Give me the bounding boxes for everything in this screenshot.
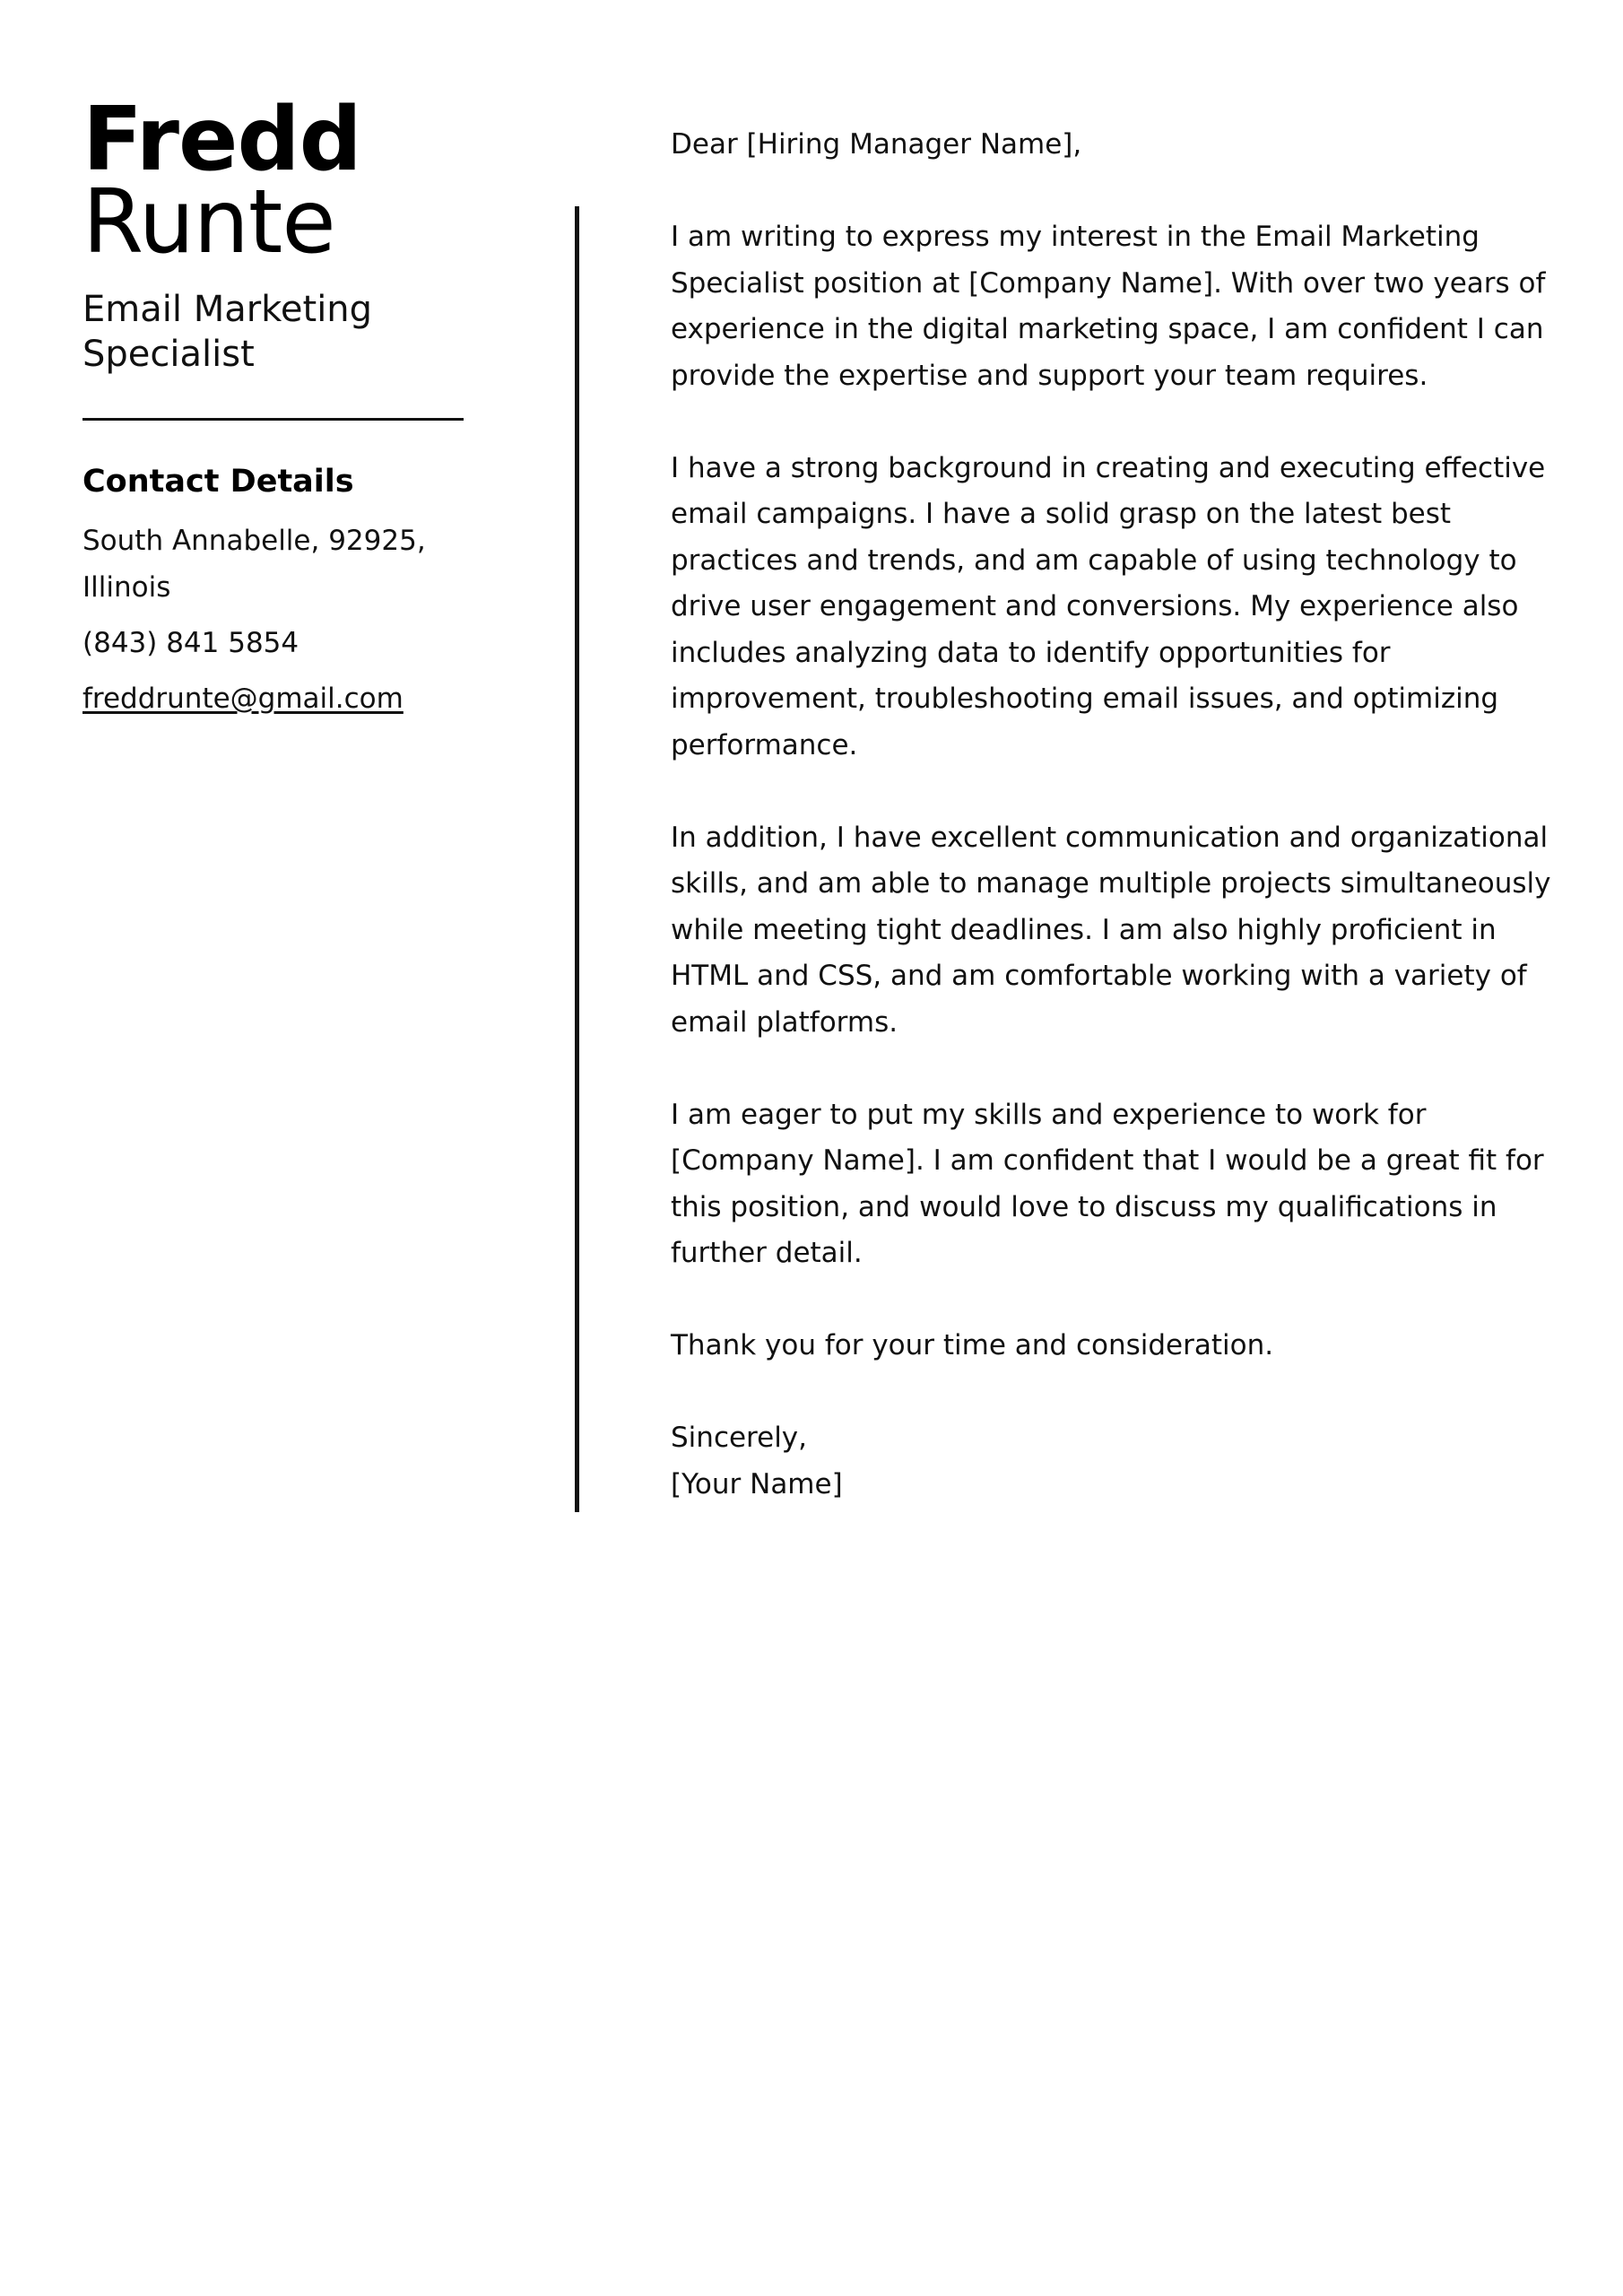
first-name: Fredd (82, 89, 361, 191)
sidebar (82, 89, 477, 722)
paragraph-eager: I am eager to put my skills and experience to work for [Company Name]. I am confident that I would be a great fit for this position, and would love to discuss my qualifications in further detail. (671, 1098, 1544, 1269)
contact-address: South Annabelle, 92925, Illinois (82, 525, 426, 604)
contact-phone: (843) 841 5854 (82, 627, 299, 659)
closing-block (671, 1415, 1567, 1508)
paragraph-background: I have a strong background in creating and executing effective email campaigns. I have a solid grasp on the latest best practices and trends, and am capable of using technology to drive user engagement and conversions. My experience also includes analyzing data to identify opportunities for improvement, troubleshooting email issues, and optimizing performance. (671, 451, 1546, 761)
paragraph-skills: In addition, I have excellent communication and organizational skills, and am able to manage multiple projects simultaneously while meeting tight deadlines. I am also highly proficient in HTML and CSS, and am comfortable working with a variety of email platforms. (671, 821, 1551, 1039)
letter-body (671, 122, 1567, 1508)
sidebar-divider (82, 418, 464, 421)
contact-details-heading: Contact Details (82, 464, 354, 500)
last-name: Runte (82, 171, 335, 274)
closing: Sincerely, (671, 1422, 808, 1454)
column-divider (575, 206, 579, 1512)
job-title: Email Marketing Specialist (82, 289, 373, 375)
signature: [Your Name] (671, 1467, 843, 1500)
contact-email-link[interactable]: freddrunte@gmail.com (82, 683, 404, 715)
paragraph-intro: I am writing to express my interest in the Email Marketing Specialist position at [Company Name]. With over two years of experience in the digital marketing space, I am confident I can provide the expertise and support your team requires. (671, 221, 1546, 392)
paragraph-thanks: Thank you for your time and consideration. (671, 1329, 1274, 1361)
salutation: Dear [Hiring Manager Name], (671, 128, 1082, 161)
applicant-name (82, 89, 477, 274)
